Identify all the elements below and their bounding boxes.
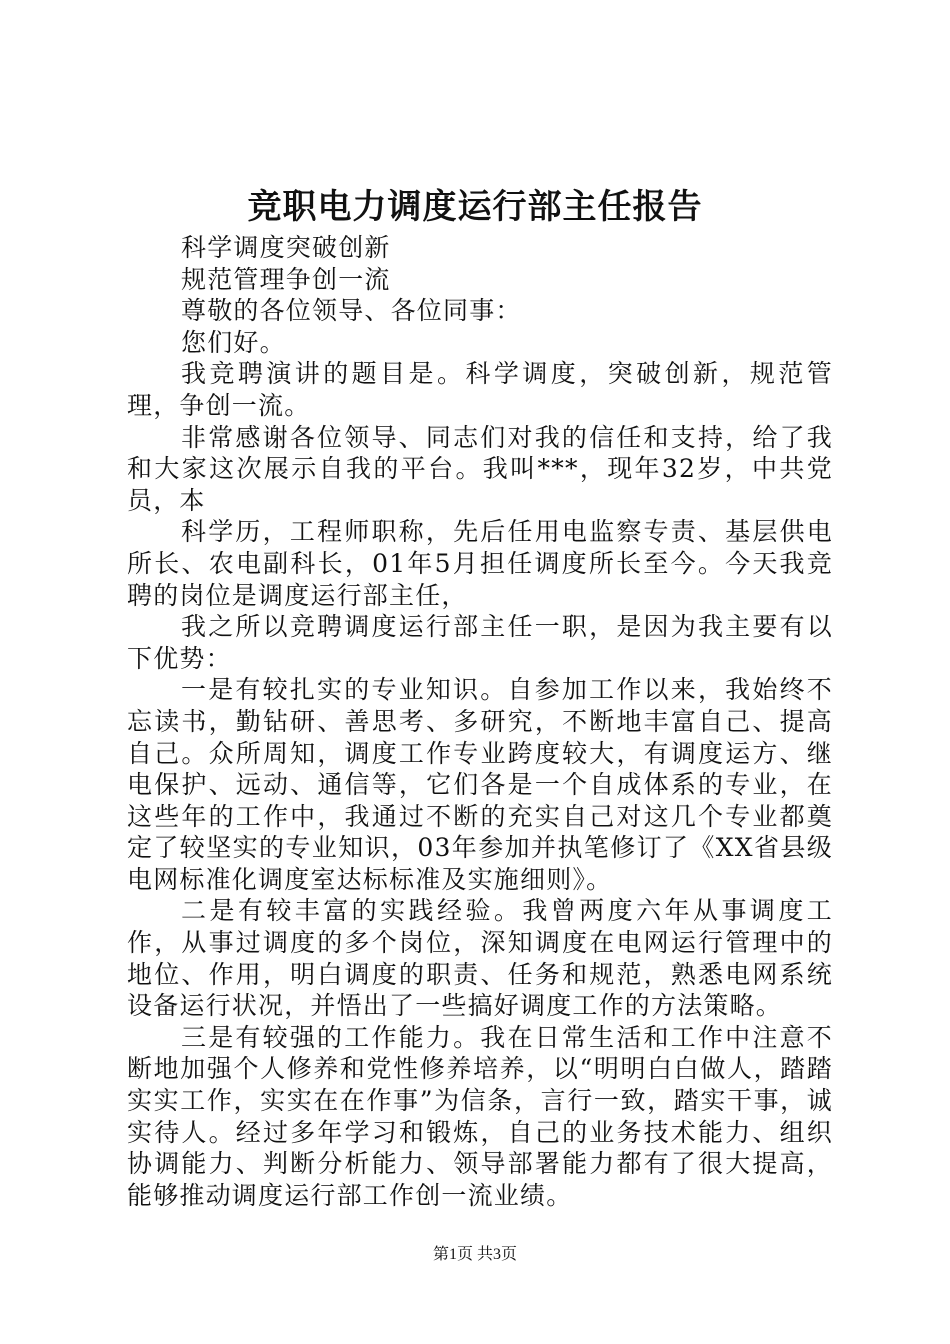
paragraph-advantage-3: 三是有较强的工作能力。我在日常生活和工作中注意不断地加强个人修养和党性修养培养，以“明明白白做人，踏踏实实工作，实实在在作事”为信条，言行一致，踏实干事，诚实待人。经过多年学习和锻炼，自己的业务技术能力、组织协调能力、判断分析能力、领导部署能力都有了很大提高，能够推动调度运行部工作创一流业绩。 <box>127 1022 833 1210</box>
greeting: 您们好。 <box>181 327 286 357</box>
paragraph-topic: 我竞聘演讲的题目是。科学调度，突破创新，规范管理，争创一流。 <box>127 359 833 420</box>
paragraph-advantage-1: 一是有较扎实的专业知识。自参加工作以来，我始终不忘读书，勤钻研、善思考、多研究，不断地丰富自己、提高自己。众所周知，调度工作专业跨度较大，有调度运方、继电保护、远动、通信等，它们各是一个自成体系的专业，在这些年的工作中，我通过不断的充实自己对这几个专业都奠定了较坚实的专业知识，03年参加并执笔修订了《XX省县级电网标准化调度室达标标准及实施细则》。 <box>127 675 833 894</box>
paragraph-thanks: 非常感谢各位领导、同志们对我的信任和支持，给了我和大家这次展示自我的平台。我叫***，现年32岁，中共党员，本 <box>127 422 833 515</box>
paragraph-advantage-2: 二是有较丰富的实践经验。我曾两度六年从事调度工作，从事过调度的多个岗位，深知调度在电网运行管理中的地位、作用，明白调度的职责、任务和规范，熟悉电网系统设备运行状况，并悟出了一些搞好调度工作的方法策略。 <box>127 896 833 1021</box>
document-title: 竞职电力调度运行部主任报告 <box>247 187 703 227</box>
subtitle-line-2: 规范管理争创一流 <box>181 264 391 294</box>
document-body <box>127 232 833 1211</box>
paragraph-advantages-intro: 我之所以竞聘调度运行部主任一职，是因为我主要有以下优势： <box>127 612 833 673</box>
paragraph-background: 科学历，工程师职称，先后任用电监察专责、基层供电所长、农电副科长，01年5月担任调度所长至今。今天我竞聘的岗位是调度运行部主任， <box>127 517 833 610</box>
subtitle-line-1: 科学调度突破创新 <box>181 233 391 262</box>
page-footer: 第1页 共3页 <box>432 1246 517 1263</box>
salutation: 尊敬的各位领导、各位同事： <box>181 296 522 326</box>
